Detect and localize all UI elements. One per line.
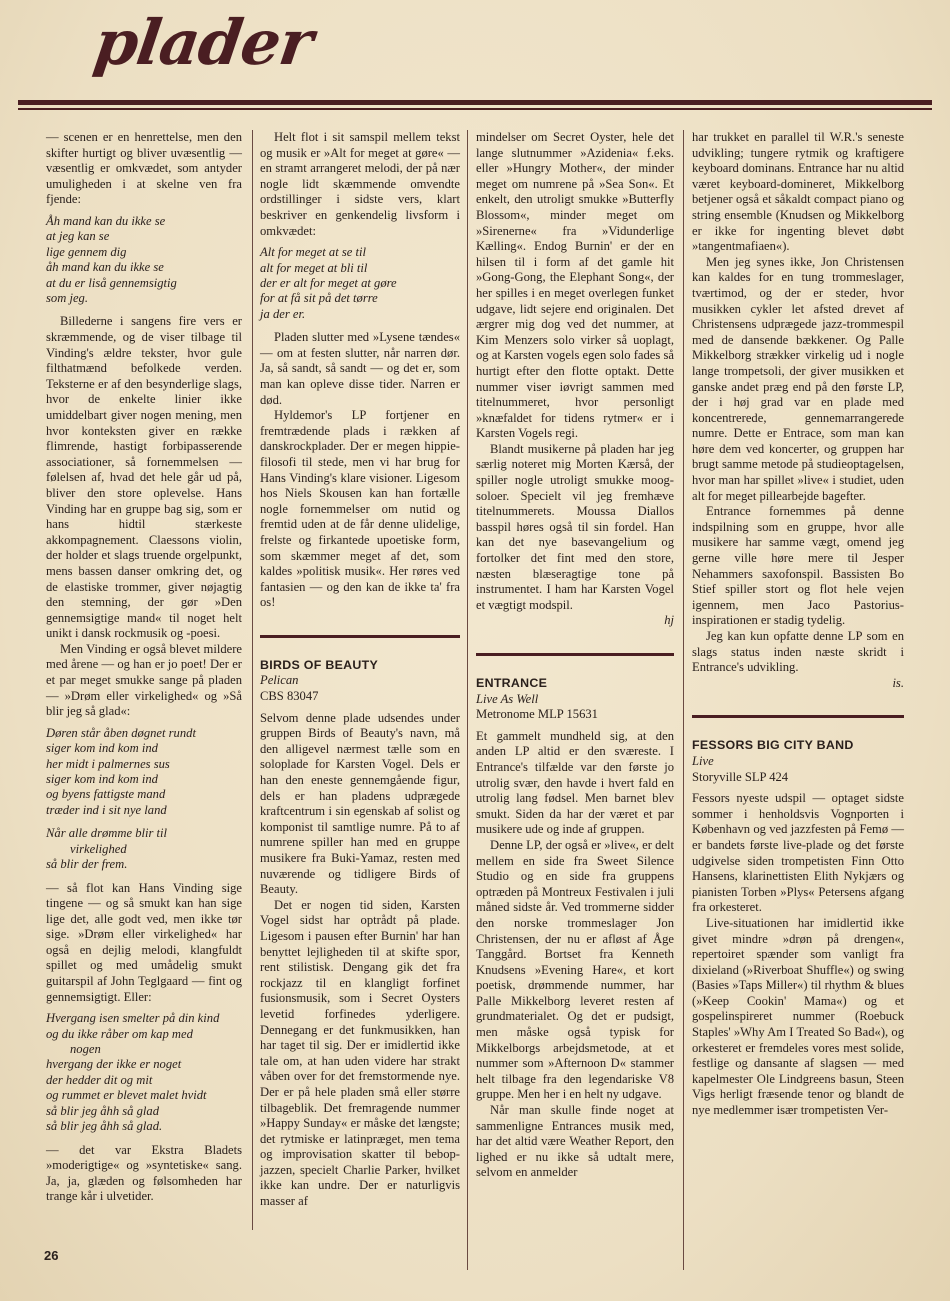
column-divider-3 — [683, 130, 684, 1270]
verse-line: siger kom ind kom ind — [46, 772, 158, 787]
review-signature: is. — [892, 675, 904, 690]
verse-line: alt for meget at bli til — [260, 260, 368, 275]
verse-line: der er alt for meget at gøre — [260, 275, 397, 290]
verse-line: her midt i palmernes sus — [46, 756, 170, 771]
paragraph: Selvom denne plade udsendes under gruppen Birds of Beauty's navn, må den alligevel nærmest tælle som en soloplade for Karsten Vogel. Dels er han den eneste gennemgående figur, dels er han pladens udprægede kraftcentrum i sin egenskab af solist og komponist til samtlige numre. På to af numrene spiller han med en gruppe musikere fra Buki-Yamaz, resten med nuværende og tidligere Birds of Beauty. — [260, 710, 460, 897]
verse-line: lige gennem dig — [46, 244, 127, 259]
paragraph: Helt flot i sit samspil mellem tekst og musik er »Alt for meget at gøre« — en stramt arrangeret melodi, der på nær nogle lidt skæmmende omvendte ordstillinger i sidste vers, klart beskriver en genkendelig livsform i omkvædet: — [260, 130, 460, 238]
verse-line: som jeg. — [46, 291, 88, 305]
verse-line: Når alle drømme blir til — [46, 826, 168, 841]
verse-line: der hedder dit og mit — [46, 1072, 153, 1087]
paragraph: Denne LP, der også er »live«, er delt mellem en side fra Sweet Silence Studio og en side fra gruppens optræden på Montreux Festivalen i juli måned sidste år. Ved trommerne sidder den norske trommeslager Jon Christensen, der nu er afløst af Åge Tanggård. Bortset fra Kenneth Knudsens »Evening Hare«, et kort poetisk, drømmende nummer, har Palle Mikkelborg leveret resten af grundmaterialet. Og det er pudsigt, men måske også typisk for Mikkelborgs arbejdsmetode, at et nummer som »Afternoon D« stammer helt tilbage fra den legendariske V8 gruppe. Men her i en helt ny udgave. — [476, 837, 674, 1102]
paragraph: har trukket en parallel til W.R.'s seneste udvikling; tungere rytmik og kraftigere keyboard dominans. Entrance har nu altid været keyboard-domineret, Mikkelborg betjener også et såkaldt compact piano og string ensemble (Knudsen og Mikkelborg er ikke for ingenting blevet døbt »tangentmafiaen«). — [692, 130, 904, 254]
verse-line: for at få sit på det tørre — [260, 291, 378, 306]
paragraph: Når man skulle finde noget at sammenligne Entrances musik med, har det altid være Weather Report, den lighed er nu ikke så udtalt mere, selvom en anmelder — [476, 1103, 674, 1180]
column-1 — [46, 130, 242, 1205]
verse-line: Åh mand kan du ikke se — [46, 213, 166, 228]
paragraph: — det var Ekstra Bladets »moderigtige« og »syntetiske« sang. Ja, ja, glæden og følsomheden har trange kår i ulvetider. — [46, 1142, 242, 1204]
paragraph: Men jeg synes ikke, Jon Christensen kan kaldes for en tung trommeslager, tværtimod, og der er steder, hvor musikken cykler let afsted drevet af Christensens udprægede jazz-trommespil med de dansende bækkener. Og Palle Mikkelborg strækker virkelig ud i nogle lange trompetsoli, der giver musikken et ganske andet præg end på den første LP, der i høj grad var en plade med koncentrerede, gennemarrangerede numre. Dette er Entrace, som man kan høre dem ved koncerter, og gruppen har brugt samme metode på studieoptagelsen, hvor man har spillet »live« i studiet, uden alt for meget pillearbejde bagefter. — [692, 254, 904, 503]
masthead-rule-thin — [18, 108, 932, 110]
verse-line: træder ind i sit nye land — [46, 802, 167, 817]
page-number: 26 — [44, 1248, 59, 1263]
verse-line: og rummet er blevet malet hvidt — [46, 1088, 207, 1103]
masthead-rule — [18, 100, 932, 105]
review-heading: ENTRANCE — [476, 676, 548, 690]
review-signature: hj — [664, 613, 674, 628]
review-album-title: Pelican — [260, 673, 299, 688]
verse-line: åh mand kan du ikke se — [46, 260, 164, 275]
verse-line: nogen — [70, 1042, 101, 1057]
paragraph: Et gammelt mundheld sig, at den anden LP altid er den sværeste. I Entrance's tilfælde var den første jo utrolig svær, den havde i hvert fald en utrolig lang fødsel. Men barnet blev smukt. Siden da har der været et par musikere ude og inde af gruppen. — [476, 728, 674, 837]
paragraph: Live-situationen har imidlertid ikke givet mindre »drøn på drengen«, repertoiret spænder som vanligt fra dixieland (»Riverboat Shuffle«) og swing (Basies »Taps Miller«) til rhythm & blues (»Keep Cookin' Mama«) og et gospelinspireret nummer (Roebuck Staples' »Why Am I Treated So Bad«), og orkesteret er fremdeles vores mest solide, festlige og dansante af slagsen — med kapelmester Ole Lindgreens basun, Steen Vigs herligt fræsende tenor og blandt de nye medlemmer især trompetisten Ver- — [692, 915, 904, 1118]
paragraph: Det er nogen tid siden, Karsten Vogel sidst har optrådt på plade. Ligesom i pausen efter Burnin' har han benyttet lejligheden til at skifte spor, rent stilistisk. Dengang gik det fra rockjazz til en klangligt forfinet fusionsmusik, som i Secret Oysters levetid forfinedes yderligere. Dennegang er det funkmusikken, han har taget til sig. Der er imidlertid ikke tale om, at han uden videre har strakt våben over for det fremstormende nye. Der er på hele pladen små eller større tilbageblik. Det fremragende nummer »Happy Sunday« er måske det længste; det rytmiske er latinpræget, men tema og improvisation skatter til bebop-jazzen, specielt Charlie Parker, hvilket ikke kan undre. Der er naturligvis masser af — [260, 897, 460, 1209]
paragraph: Men Vinding er også blevet mildere med årene — og han er jo poet! Der er et par meget smukke sange på pladen — »Drøm eller virkelighed« og »Så blir jeg så glad«: — [46, 641, 242, 719]
verse-line: Døren står åben døgnet rundt — [46, 725, 196, 740]
paragraph: Pladen slutter med »Lysene tændes« — om at festen slutter, når narren dør. Ja, så sandt, så sandt — og det er, som man kan opleve disse tider. Narren er død. — [260, 330, 460, 407]
verse-line: siger kom ind kom ind — [46, 741, 158, 756]
review-album-title: Live As Well — [476, 691, 539, 706]
review-album-title: Live — [692, 753, 714, 768]
paragraph: Billederne i sangens fire vers er skræmmende, og de viser tilbage til Vinding's ældre tekster, hvor gule filthatmænd befolkede verden. Teksterne er af den besynderlige slags, hvor de enkelte linier ikke umiddelbart giver nogen mening, men hvor konteksten giver en række flimrende, hastigt forbipasserende associationer, så fornemmelsen — følelsen af, hvad det hele går ud på, bliver den store oplevelse. Hans Vinding har en gruppe bag sig, som er hans hidtil stærkeste akkompagnement. Claessons violin, der holder et slags truende orgelpunkt, mens bassen danser omkring det, og de elastiske trommer, giver nøjagtig den stemning, der gør »Den gennemsigtige mand« til noget helt unikt i dansk rockmusik og -poesi. — [46, 314, 242, 641]
verse-line: så blir jeg åhh så glad — [46, 1103, 159, 1118]
column-divider-2 — [467, 130, 468, 1270]
verse-line: og byens fattigste mand — [46, 787, 166, 802]
paragraph: Jeg kan kun opfatte denne LP som en slags status inden næste skridt i Entrance's udvikling. — [692, 629, 904, 675]
paragraph: — scenen er en henrettelse, men den skifter hurtigt og bliver uvæsentlig — væsentlig er omkvædet, som antyder umuligheden i at skelne ven fra fjende: — [46, 130, 242, 207]
section-divider — [260, 635, 460, 638]
verse-line: at du er liså gennemsigtig — [46, 275, 177, 290]
verse-line: ja der er. — [260, 306, 306, 321]
paragraph: Entrance fornemmes på denne indspilning som en gruppe, hvor alle musikere har samme vægt, omend jeg gerne ville høre mere til Jesper Nehammers saxofonspil. Bassisten Bo Stief spiller stort og flot hele vejen igennem, men Jaco Pastorius-inspirationen er stadig tydelig. — [692, 504, 904, 628]
paragraph: Hyldemor's LP fortjener en fremtrædende plads i rækken af danskrockplader. Der er megen hippie-filosofi til stede, men vi har brug for Hans Vinding's klare visioner. Ligesom hos Niels Skousen kan han fortælle nogle fornemmelser om nutid og fremtid uden at de får denne ulidelige, frelste og firkantede upoetiske form, som skæmmer meget af det, som kaldes »politisk musik«. Her røres ved fantasien — og den kan de ikke ta' fra os! — [260, 408, 460, 610]
section-divider — [692, 715, 904, 718]
paragraph: Fessors nyeste udspil — optaget sidste sommer i henholdsvis Vognporten i København og ved jazzfesten på Femø — er bandets første live-plade og det første udgivelse siden trompetisten Finn Otto Hansens, klarinettisten Elith Nykjærs og pianisten Torben »Plys« Petersens afgang fra orkesteret. — [692, 791, 904, 915]
review-heading: BIRDS OF BEAUTY — [260, 657, 379, 672]
column-divider-1 — [252, 130, 253, 1230]
review-heading: FESSORS BIG CITY BAND — [692, 738, 854, 753]
verse-line: at jeg kan se — [46, 229, 110, 244]
paragraph: Blandt musikerne på pladen har jeg særlig noteret mig Morten Kærså, der spiller nogle utroligt smukke moog-soloer. Specielt vil jeg fremhæve titelnummerets. Moussa Diallos basspil høres også til sin fordel. Han kan det nye basevangelium og fortolker det fint med den store, næsten blæseragtige tone på instrumentet. I ham har Karsten Vogel et vægtigt modspil. — [476, 441, 674, 612]
verse-line: hvergang der ikke er noget — [46, 1057, 182, 1072]
verse-line: virkelighed — [70, 841, 127, 856]
review-catalog-number: Storyville SLP 424 — [692, 769, 789, 784]
verse-block — [260, 245, 460, 322]
verse-block — [46, 726, 242, 818]
verse-block — [46, 826, 242, 872]
verse-line: så blir jeg åhh så glad. — [46, 1119, 163, 1134]
column-4 — [692, 130, 904, 1119]
verse-block — [46, 214, 242, 306]
column-2 — [260, 130, 460, 1210]
paragraph: — så flot kan Hans Vinding sige tingene — og så smukt kan han sige lige det, alle godt ved, men ikke tør sige. »Drøm eller virkelighed« har også en dejlig melodi, klangfuldt spillet og med umådelig smukt guitarspil af John Teglgaard — fint og gennemsigtigt. Eller: — [46, 880, 242, 1004]
verse-line: Alt for meget at se til — [260, 245, 366, 260]
verse-block — [46, 1011, 242, 1134]
verse-line: Hvergang isen smelter på din kind — [46, 1011, 220, 1026]
verse-line: så blir der frem. — [46, 857, 128, 872]
section-divider — [476, 653, 674, 656]
verse-line: og du ikke råber om kap med — [46, 1026, 193, 1041]
column-3 — [476, 130, 674, 1181]
review-catalog-number: Metronome MLP 15631 — [476, 707, 598, 722]
paragraph: mindelser om Secret Oyster, hele det lange slutnummer »Azidenia« f.eks. eller »Hungry Mother«, der minder meget om numrene på »Sea Son«. Et enkelt, den utroligt smukke »Butterfly Blossom«, minder meget om »Sirenerne« fra »Vidunderlige Kælling«. Endog Burnin' er der en hilsen til i form af det gamle hit »Gong-Gong, the Elephant Song«, der her spilles i en meget overlegen funket udgave, lidt sejere end originalen. Det ærgrer mig dog ved det nummer, at Kim Menzers solo virker så uoplagt, og at Karsten vogels egen solo fades så hurtigt efter den flotte optakt. Dette nummer viser iøvrigt sammen med titelnummeret, hvor personligt »knæfaldet for tidens rytmer« er i Karsten Vogels regi. — [476, 130, 674, 441]
masthead-title: plader — [89, 6, 317, 79]
review-catalog-number: CBS 83047 — [260, 689, 319, 704]
